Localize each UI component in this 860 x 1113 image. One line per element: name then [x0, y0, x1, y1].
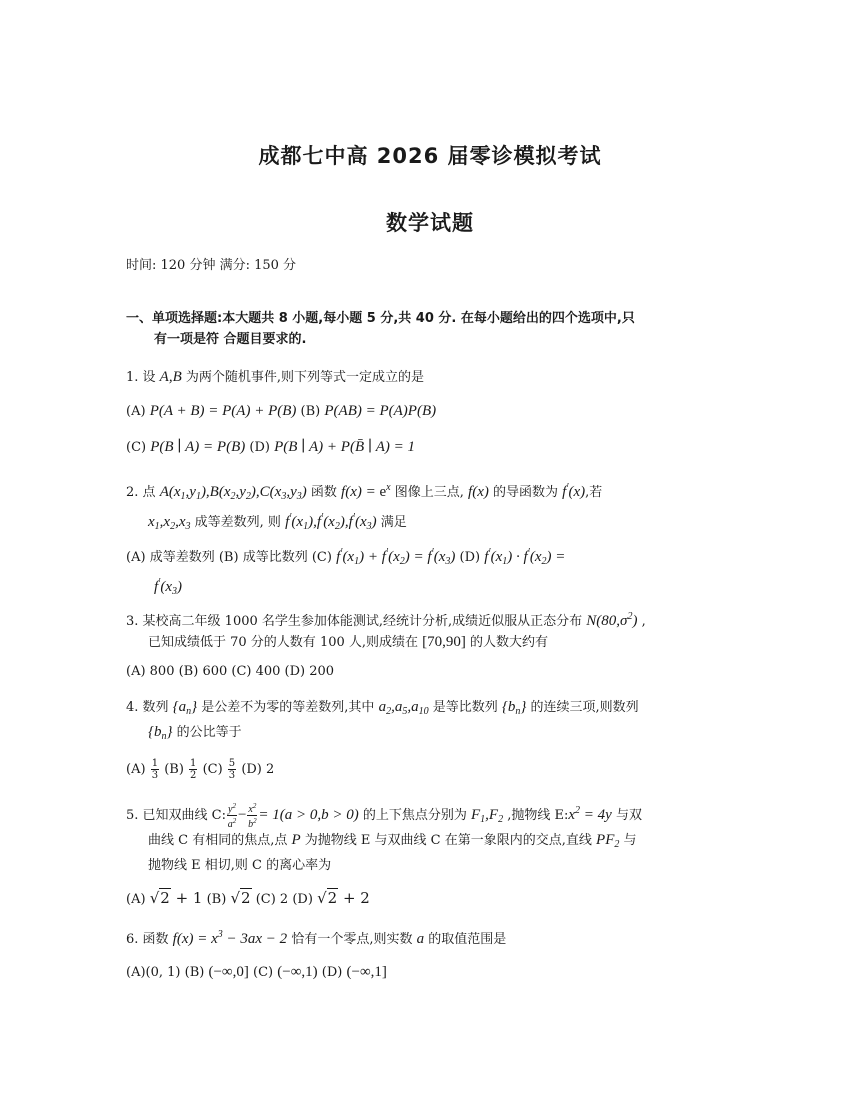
q5-line-2-start: 曲线 C 有相同的焦点,点	[148, 833, 292, 848]
q2-option-a: 成等差数列	[149, 550, 215, 565]
q2-x-sequence: $x_1,x_2,x_3$	[148, 514, 191, 532]
q5-option-a: √2 + 1	[149, 889, 203, 907]
q5-option-d-label: (D)	[292, 892, 313, 907]
exam-subject: 数学试题	[386, 211, 474, 235]
q5-line-3: 抛物线 E 相切,则 C 的离心率为	[148, 858, 332, 873]
q5-option-b: √2	[230, 889, 251, 907]
q4-seq-b: $\{b_n\}$	[501, 699, 527, 717]
q2-fx: f(x)	[468, 484, 489, 500]
q5-line-2-end: 与	[619, 833, 637, 848]
q5-option-d: √2 + 2	[317, 889, 370, 907]
section-heading	[126, 308, 731, 350]
q1-option-d: P(B ∣ A) + P(B̄ ∣ A) = 1	[274, 439, 415, 455]
section-line-1: 一、单项选择题:本大题共 8 小题,每小题 5 分,共 40 分. 在每小题给出的四个选项中,只	[126, 311, 635, 326]
q5-text-parabola: ,抛物线 E:	[503, 808, 569, 823]
q2-option-d: $f'(x_1) \cdot f'(x_2)$ =	[484, 547, 566, 567]
q6-option-b-label: (B)	[184, 965, 205, 980]
q5-option-a-label: (A)	[126, 892, 146, 907]
q4-option-a-label: (A)	[126, 762, 146, 777]
q6-option-b: (−∞,0]	[208, 964, 249, 980]
q4-options	[126, 758, 734, 781]
q6-text-zero: 恰有一个零点,则实数	[287, 932, 417, 947]
q3-interval: [70,90]	[422, 634, 466, 650]
q1-stem-start: 1. 设	[126, 370, 160, 385]
q2-option-c: $f'(x_1) + f'(x_2) = f'(x_3)$	[336, 547, 456, 567]
question-4	[126, 697, 734, 747]
question-6	[126, 924, 734, 950]
q2-text-graph: 图像上三点,	[394, 485, 464, 500]
q4-option-b: $\frac{1}{2}$	[190, 758, 197, 781]
q1-options-row-1	[126, 401, 734, 422]
q1-option-c: P(B ∣ A) = P(B)	[150, 439, 246, 455]
q6-function: $f(x) = x^3 - 3ax - 2$	[172, 929, 288, 947]
q4-option-b-label: (B)	[164, 762, 184, 777]
q4-seq-b-2: $\{b_n\}$	[148, 724, 173, 742]
q2-derivative-seq: $f'(x_1),f'(x_2),f'(x_3)$	[285, 512, 377, 532]
q6-option-c-label: (C)	[253, 965, 274, 980]
q5-text-and: 与双	[611, 808, 642, 823]
q4-text-arith: 是公差不为零的等差数列,其中	[197, 700, 379, 715]
q2-points-formula: $A(x_1,y_1),B(x_2,y_2),C(x_3,y_3)$	[159, 484, 307, 502]
q6-options	[126, 962, 734, 983]
q6-option-d: (−∞,1]	[346, 964, 387, 980]
q5-line-pf2: $PF_2$	[596, 832, 620, 850]
q2-text-derivative: 的导函数为	[493, 485, 559, 500]
q2-options	[126, 542, 734, 602]
q6-stem-start: 6. 函数	[126, 932, 173, 947]
q2-option-c-label: (C)	[311, 550, 332, 565]
q3-options: (A) 800 (B) 600 (C) 400 (D) 200	[126, 664, 335, 679]
q1-option-b-label: (B)	[300, 404, 321, 419]
section-line-2: 有一项是符 合题目要求的.	[154, 332, 307, 347]
q6-option-c: (−∞,1)	[277, 964, 318, 980]
q4-terms: $a_2,a_5,a_{10}$	[378, 699, 429, 717]
q5-frac-x: $\frac{x^2}{b^2}$	[248, 802, 257, 830]
q4-option-d: 2	[266, 762, 275, 777]
q2-option-b: 成等比数列	[242, 550, 308, 565]
q4-option-c-label: (C)	[202, 762, 223, 777]
q3-stem-start: 3. 某校高二年级 1000 名学生参加体能测试,经统计分析,成绩近似服从正态分布	[126, 614, 587, 629]
q6-option-a: (A)(0, 1)	[126, 965, 181, 980]
exam-title: 成都七中高 2026 届零诊模拟考试	[258, 144, 602, 168]
q1-variables: A,B	[159, 369, 182, 385]
q2-stem-start: 2. 点	[126, 485, 156, 500]
q4-seq-a: $\{a_n\}$	[172, 699, 198, 717]
q3-line-2	[126, 632, 734, 653]
q1-options-row-2	[126, 437, 734, 458]
q4-text-ratio: 的公比等于	[172, 725, 242, 740]
q1-option-b: P(AB) = P(A)P(B)	[324, 403, 437, 419]
q2-option-b-label: (B)	[218, 550, 239, 565]
q2-fprime: f′(x)	[562, 482, 586, 500]
q1-option-c-label: (C)	[126, 440, 147, 455]
q5-option-b-label: (B)	[206, 892, 227, 907]
q2-text-if: ,若	[585, 485, 603, 500]
q6-option-d-label: (D)	[321, 965, 343, 980]
q5-hyperbola-cond: = 1(a > 0,b > 0)	[258, 807, 359, 823]
q3-comma: ,	[637, 614, 646, 629]
q2-option-d-cont: $f'(x_3)$	[154, 577, 183, 597]
q1-option-a-label: (A)	[126, 404, 146, 419]
q5-foci: $F_1,F_2$	[471, 807, 504, 825]
question-2	[126, 477, 734, 537]
q5-options	[126, 888, 734, 910]
q5-parabola-eq: $x^2 = 4y$	[568, 805, 612, 823]
q5-option-c-label: (C)	[255, 892, 276, 907]
q1-option-d-label: (D)	[249, 440, 270, 455]
q2-text-arith: 成等差数列, 则	[194, 515, 281, 530]
question-1	[126, 367, 734, 388]
q4-option-c: $\frac{5}{3}$	[228, 758, 236, 781]
q4-option-d-label: (D)	[241, 762, 262, 777]
q5-point-p: P	[291, 832, 301, 848]
question-5: 5. 已知双曲线 C: $\frac{y^2}{a^2}$ − $\frac{x^2}{b^2}$ = 1(a > 0,b > 0) 的上下焦点分别为 $F_1,F_2$ ,抛物线 $E:x^2 = 4y$ 与双 曲线 C 有相同的焦点,点 P 为抛物线 E 与双曲线 C 在第一象限内的交点,直线 $PF_2$ 与 抛物线 E 相切,则 C 的离心率为	[126, 800, 734, 876]
q5-line-2-mid: 为抛物线 E 与双曲线 C 在第一象限内的交点,直线	[300, 833, 597, 848]
q1-stem-end: 为两个随机事件,则下列等式一定成立的是	[181, 370, 425, 385]
q2-function-formula: $f(x) = e^x$	[341, 482, 391, 500]
q5-frac-y: $\frac{y^2}{a^2}$	[227, 802, 237, 830]
q4-stem-start: 4. 数列	[126, 700, 173, 715]
q3-line-2-start: 已知成绩低于 70 分的人数有 100 人,则成绩在	[148, 635, 423, 650]
q5-text-foci: 的上下焦点分别为	[358, 808, 471, 823]
q6-text-range: 的取值范围是	[424, 932, 507, 947]
q4-option-a: $\frac{1}{3}$	[151, 758, 159, 781]
q6-param-a: a	[416, 931, 425, 947]
q2-text-satisfy: 满足	[380, 515, 407, 530]
question-3	[126, 606, 734, 653]
q2-text-function: 函数	[310, 485, 337, 500]
q4-text-then: 的连续三项,则数列	[526, 700, 639, 715]
q3-line-2-end: 的人数大约有	[465, 635, 549, 650]
exam-meta: 时间: 120 分钟 满分: 150 分	[126, 258, 297, 273]
q3-normal-dist: $N(80,\sigma^2)$	[586, 611, 638, 629]
q4-line-2	[126, 722, 734, 747]
q2-option-a-label: (A)	[126, 550, 146, 565]
q4-text-geo: 是等比数列	[428, 700, 502, 715]
q2-line-2	[126, 507, 734, 537]
q1-option-a: P(A + B) = P(A) + P(B)	[149, 403, 297, 419]
q2-option-d-label: (D)	[459, 550, 481, 565]
q5-stem-start: 5. 已知双曲线 C:	[126, 808, 226, 823]
q5-line-2	[126, 830, 734, 855]
q5-option-c: 2	[279, 892, 289, 907]
